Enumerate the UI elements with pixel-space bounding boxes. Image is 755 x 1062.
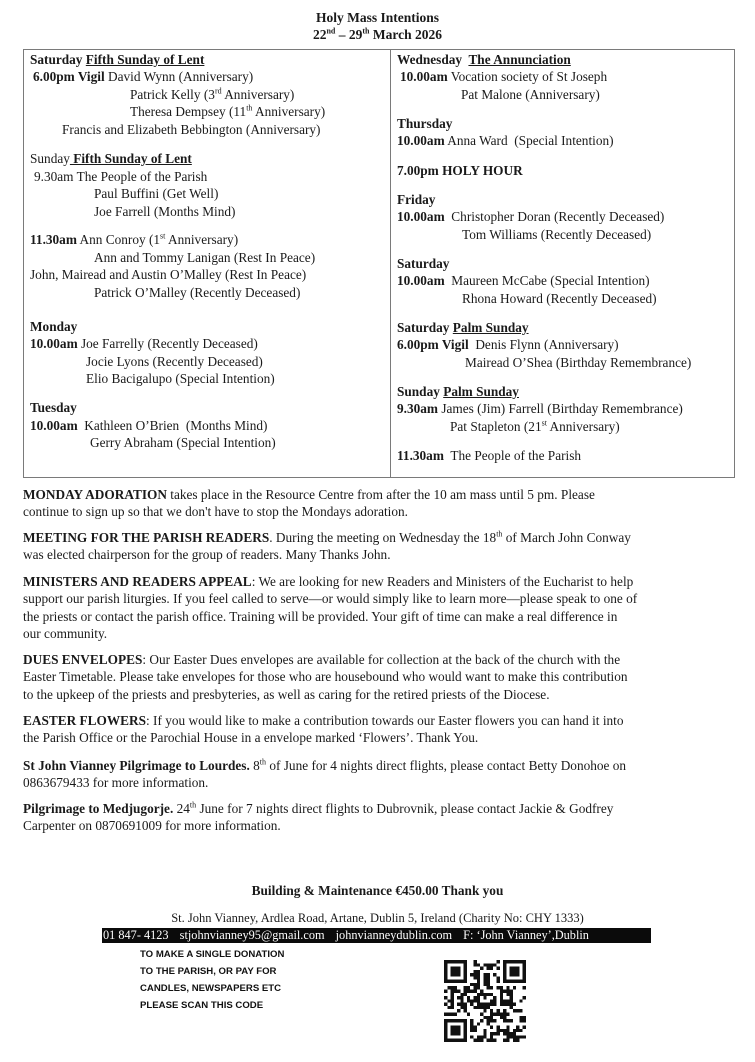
notice-lourdes-pilgrimage: St John Vianney Pilgrimage to Lourdes. 8th of June for 4 nights direct flights, please contact Betty Donohoe on 0863679433 for more information. [23,757,627,791]
holy-hour: 7.00pm HOLY HOUR [397,163,523,178]
intention-line: Tom Williams (Recently Deceased) [462,227,652,242]
facebook-link[interactable]: F: ‘John Vianney’,Dublin [463,928,589,942]
intention-line: 10.00am Maureen McCabe (Special Intention) [397,273,650,288]
email-link[interactable]: stjohnvianney95@gmail.com [179,928,325,942]
notice-parish-readers: MEETING FOR THE PARISH READERS. During the meeting on Wednesday the 18th of March John Conway was elected chairperson for the group of readers. Many Thanks John. [23,529,631,563]
intention-line: Rhona Howard (Recently Deceased) [462,291,657,306]
contact-bar [102,928,651,943]
intention-line: Theresa Dempsey (11th Anniversary) [130,103,326,119]
intention-line: Joe Farrell (Months Mind) [94,204,236,219]
intention-line: John, Mairead and Austin O’Malley (Rest In Peace) [30,267,307,282]
day-heading-sunday-palm: Sunday Palm Sunday [397,384,519,399]
day-heading-tuesday: Tuesday [30,400,77,415]
intention-line: Elio Bacigalupo (Special Intention) [86,371,275,386]
intention-line: 6.00pm Vigil Denis Flynn (Anniversary) [397,337,619,352]
parish-address: St. John Vianney, Ardlea Road, Artane, Dublin 5, Ireland (Charity No: CHY 1333) [171,911,584,925]
website-link[interactable]: johnvianneydublin.com [335,928,453,942]
intention-line: 9.30am James (Jim) Farrell (Birthday Remembrance) [397,401,683,416]
day-heading-monday: Monday [30,319,78,334]
intention-line: 10.00am Anna Ward (Special Intention) [397,133,614,148]
intention-line: Pat Malone (Anniversary) [461,87,600,102]
day-heading-thursday: Thursday [397,116,453,131]
intention-line: Ann and Tommy Lanigan (Rest In Peace) [94,250,316,265]
intention-line: Mairead O’Shea (Birthday Remembrance) [465,355,692,370]
building-maintenance-total: Building & Maintenance €450.00 Thank you [251,883,504,898]
page-title: Holy Mass Intentions [315,10,440,25]
notice-medjugorje-pilgrimage: Pilgrimage to Medjugorje. 24th June for 7 nights direct flights to Dubrovnik, please contact Jackie & Godfrey Carpenter on 0870691009 for more information. [23,800,614,834]
day-heading-saturday: Saturday [397,256,450,271]
intention-line: 9.30am The People of the Parish [34,169,208,184]
date-range: 22nd – 29th March 2026 [312,26,443,42]
intention-line: 10.00am Christopher Doran (Recently Deceased) [397,209,665,224]
donation-instructions: TO MAKE A SINGLE DONATION TO THE PARISH, OR PAY FOR CANDLES, NEWSPAPERS ETC PLEASE SCAN THIS CODE [140,949,285,1011]
notice-monday-adoration: MONDAY ADORATION takes place in the Resource Centre from after the 10 am mass until 5 pm. Please continue to sign up so that we don't have to stop the Mondays adoration. [23,487,595,520]
qr-code-icon[interactable] [444,960,526,1042]
mass-intentions-table [23,49,735,478]
day-heading-friday: Friday [397,192,436,207]
notice-dues-envelopes: DUES ENVELOPES: Our Easter Dues envelopes are available for collection at the back of the church with the Easter Timetable. Please take envelopes for those who are housebound who would want to make this contribution to the upkeep of the priests and presbyteries, as well as caring for the retired priests of the Diocese. [23,652,628,702]
intention-line: 10.00am Joe Farrelly (Recently Deceased) [30,336,258,351]
day-heading-saturday-lent: Saturday Fifth Sunday of Lent [30,52,205,67]
day-heading-saturday-palm: Saturday Palm Sunday [397,320,529,335]
intention-line: Gerry Abraham (Special Intention) [90,435,276,450]
intention-line: Francis and Elizabeth Bebbington (Anniversary) [62,122,321,137]
notice-easter-flowers: EASTER FLOWERS: If you would like to make a contribution towards our Easter flowers you can hand it into the Parish Office or the Parochial House in a envelope marked ‘Flowers’. Thank You. [23,713,624,746]
intention-line: 11.30am The People of the Parish [397,448,582,463]
phone-number: 01 847- 4123 [103,928,169,942]
column-divider [390,50,391,477]
intention-line: 11.30am Ann Conroy (1st Anniversary) [30,231,239,247]
intention-line: Patrick O’Malley (Recently Deceased) [94,285,301,300]
intention-line: Patrick Kelly (3rd Anniversary) [130,86,295,102]
intention-line: 6.00pm Vigil David Wynn (Anniversary) [33,69,254,84]
intention-line: Jocie Lyons (Recently Deceased) [86,354,263,369]
intention-line: Paul Buffini (Get Well) [94,186,219,201]
intention-line: 10.00am Kathleen O’Brien (Months Mind) [30,418,268,433]
intention-line: 10.00am Vocation society of St Joseph [400,69,608,84]
notice-ministers-appeal: MINISTERS AND READERS APPEAL: We are looking for new Readers and Ministers of the Eucharist to help support our parish liturgies. If you feel called to serve—or would simply like to learn more—please speak to one of the priests or contact the parish office. Training will be provided. Your gift of time can make a real difference in our community. [23,574,638,642]
day-heading-sunday-lent: Sunday Fifth Sunday of Lent [30,151,192,166]
intention-line: Pat Stapleton (21st Anniversary) [450,418,620,434]
day-heading-wednesday: Wednesday The Annunciation [397,52,571,67]
